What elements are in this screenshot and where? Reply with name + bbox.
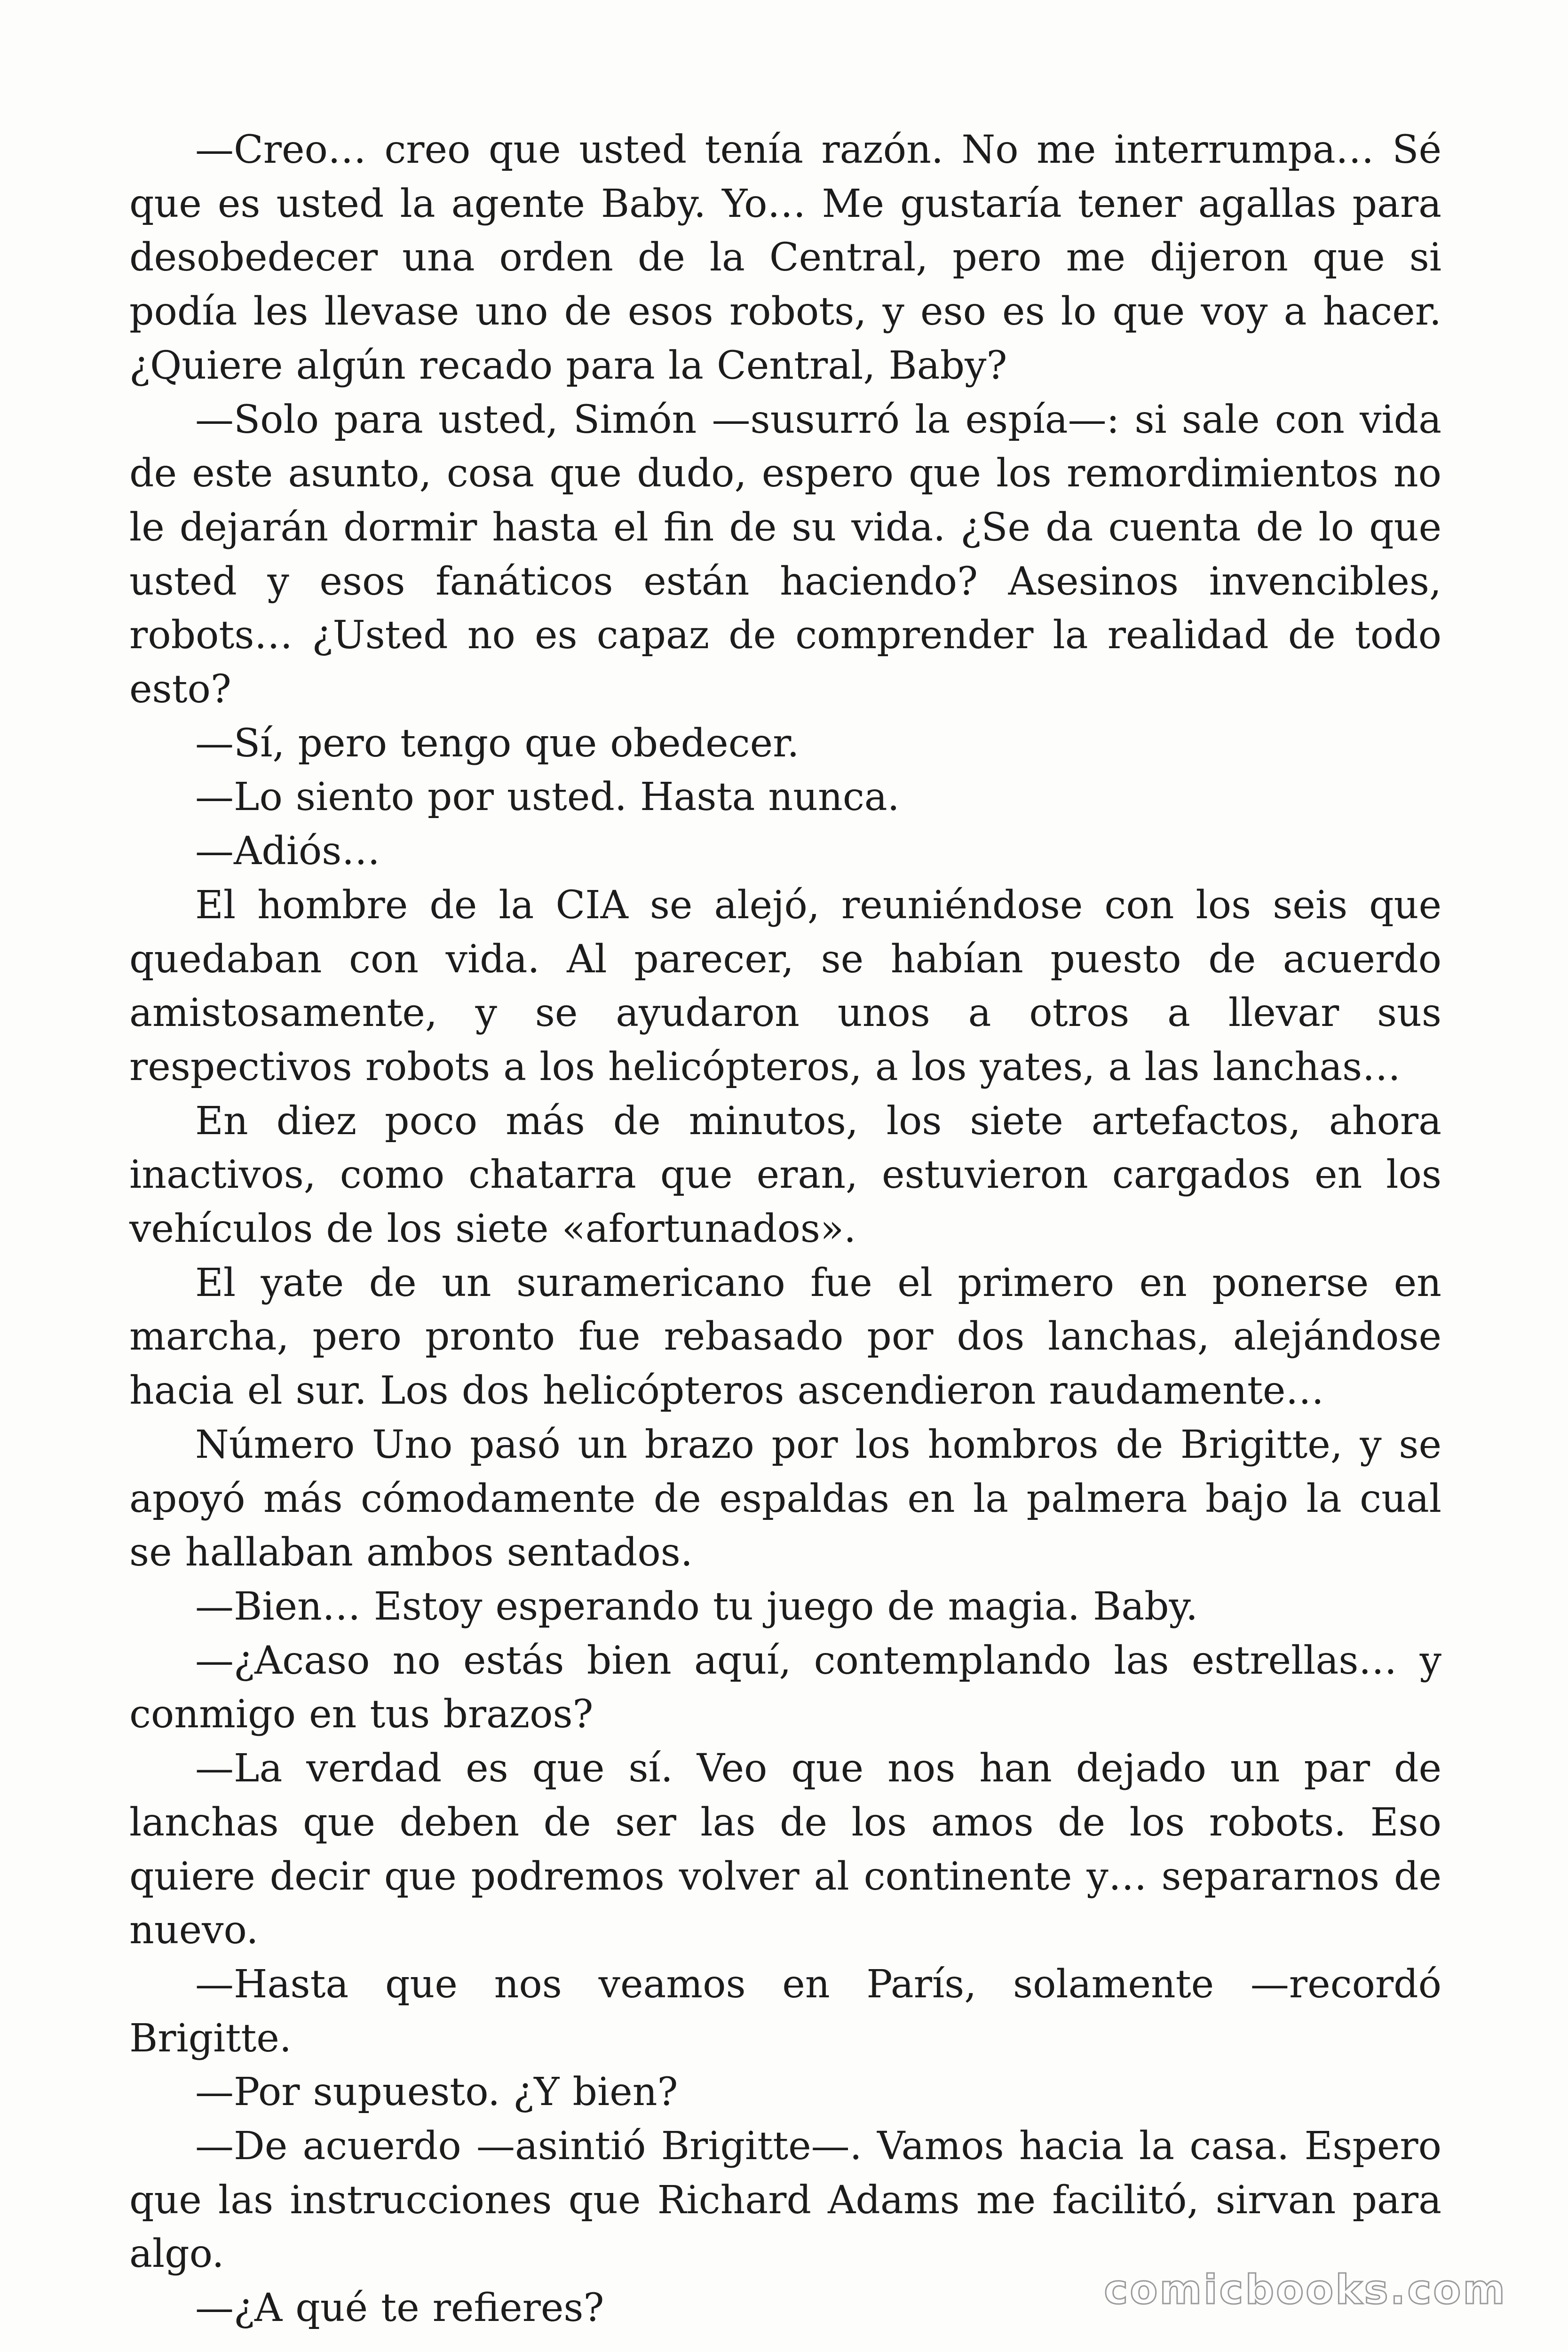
paragraph: —Lo siento por usted. Hasta nunca.: [195, 775, 900, 820]
paragraph: —¿A qué te refieres?: [195, 2286, 604, 2331]
paragraph: —La verdad es que sí. Veo que nos han dejado un par de lanchas que deben de ser las de los amos de los robots. Eso quiere decir que podremos volver al continente y… separarnos de nuevo.: [129, 1746, 1441, 1953]
paragraph: En diez poco más de minutos, los siete artefactos, ahora inactivos, como chatarra que eran, estuvieron cargados en los vehículos de los siete «afortunados».: [129, 1098, 1441, 1252]
paragraph: —Hasta que nos veamos en París, solamente —recordó Brigitte.: [129, 1962, 1441, 2061]
paragraph: —Bien… Estoy esperando tu juego de magia. Baby.: [195, 1584, 1198, 1629]
watermark: comicbooks.com: [1104, 2266, 1507, 2313]
paragraph: —Creo… creo que usted tenía razón. No me interrumpa… Sé que es usted la agente Baby. Yo… Me gustaría tener agallas para desobedecer una orden de la Central, pero me dijeron que si podía les llevase uno de esos robots, y eso es lo que voy a hacer. ¿Quiere algún recado para la Central, Baby?: [129, 127, 1441, 388]
paragraph: Número Uno pasó un brazo por los hombros de Brigitte, y se apoyó más cómodamente de espaldas en la palmera bajo la cual se hallaban ambos sentados.: [129, 1422, 1441, 1575]
paragraph: —Solo para usted, Simón —susurró la espía—: si sale con vida de este asunto, cosa que dudo, espero que los remordimientos no le dejarán dormir hasta el fin de su vida. ¿Se da cuenta de lo que usted y esos fanáticos están haciendo? Asesinos invencibles, robots… ¿Usted no es capaz de comprender la realidad de todo esto?: [129, 397, 1441, 712]
paragraph: —Sí, pero tengo que obedecer.: [195, 721, 800, 766]
paragraph: —De acuerdo —asintió Brigitte—. Vamos hacia la casa. Espero que las instrucciones que Richard Adams me facilitó, sirvan para algo.: [129, 2124, 1441, 2277]
paragraph: El yate de un suramericano fue el primero en ponerse en marcha, pero pronto fue rebasado por dos lanchas, alejándose hacia el sur. Los dos helicópteros ascendieron raudamente…: [129, 1260, 1441, 1414]
paragraph: —¿Acaso no estás bien aquí, contemplando las estrellas… y conmigo en tus brazos?: [129, 1638, 1441, 1737]
paragraph: —Adiós…: [195, 829, 380, 874]
paragraph: —Por supuesto. ¿Y bien?: [195, 2070, 678, 2115]
paragraph: El hombre de la CIA se alejó, reuniéndose con los seis que quedaban con vida. Al parecer, se habían puesto de acuerdo amistosamente, y se ayudaron unos a otros a llevar sus respectivos robots a los helicópteros, a los yates, a las lanchas…: [129, 882, 1441, 1089]
